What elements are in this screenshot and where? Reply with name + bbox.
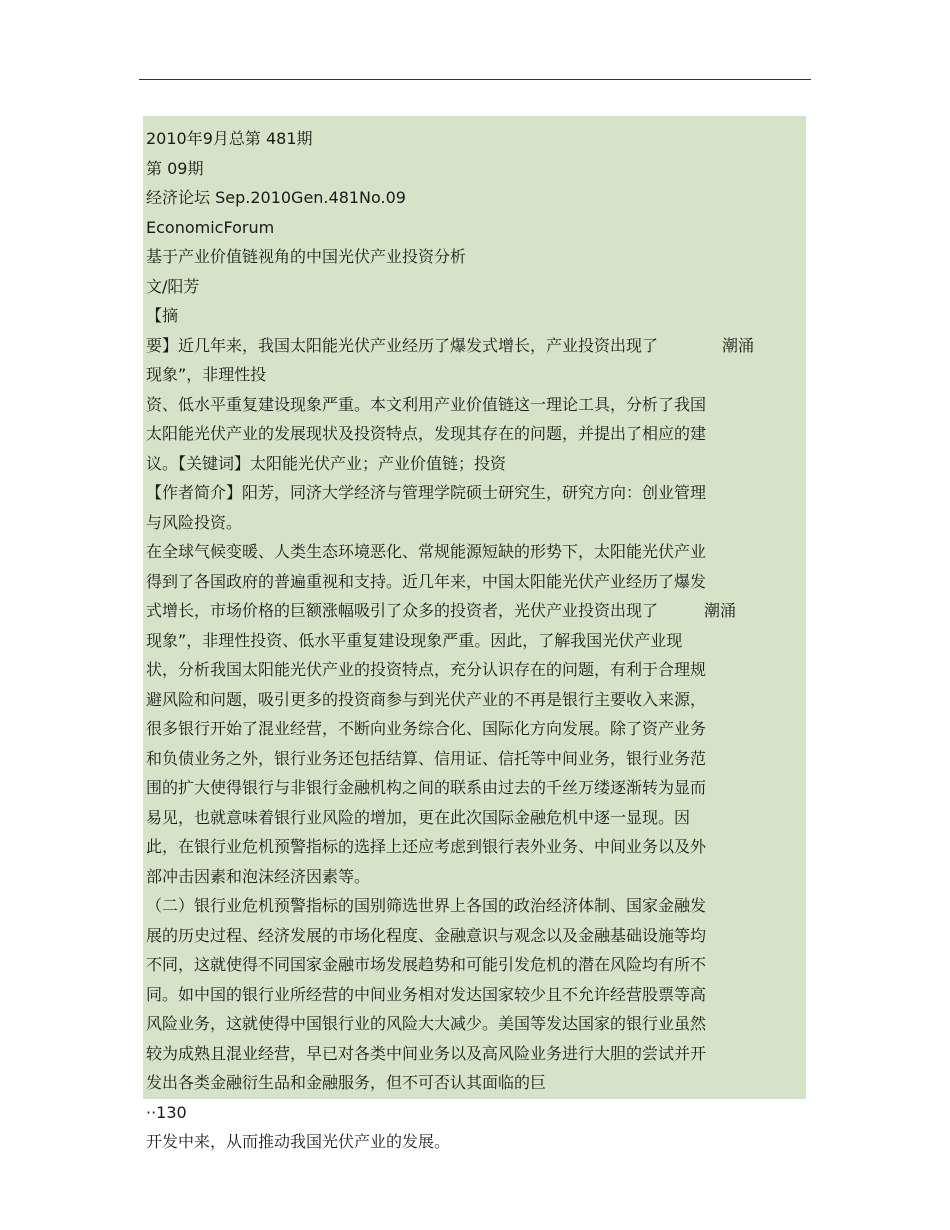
body-line: 和负债业务之外，银行业务还包括结算、信用证、信托等中间业务，银行业务范	[146, 748, 707, 768]
body-line: 易见，也就意味着银行业风险的增加，更在此次国际金融危机中逐一显现。因	[146, 807, 691, 827]
issue-number: 第 09期	[146, 158, 204, 178]
author-intro: 与风险投资。	[146, 512, 243, 532]
body-line	[146, 596, 806, 626]
journal-name: 经济论坛 Sep.2010Gen.481No.09	[146, 188, 406, 207]
body-text: 式增长，市场价格的巨额涨幅吸引了众多的投资者，光伏产业投资出现了	[146, 601, 659, 620]
abstract-text: 潮涌	[722, 335, 755, 355]
closing-line: 开发中来，从而推动我国光伏产业的发展。	[146, 1132, 451, 1151]
body-line: 状，分析我国太阳能光伏产业的投资特点，充分认识存在的问题，有利于合理规	[146, 660, 707, 679]
page-number: ··130	[146, 1102, 187, 1122]
abstract-text: 要】近几年来，我国太阳能光伏产业经历了爆发式增长，产业投资出现了	[146, 335, 659, 355]
journal-name-en: EconomicForum	[146, 217, 275, 237]
body-line: 在全球气候变暖、人类生态环境恶化、常规能源短缺的形势下，太阳能光伏产业	[146, 542, 707, 561]
abstract-line	[146, 331, 806, 361]
abstract-line: 现象”，非理性投	[146, 365, 267, 384]
abstract-label: 【摘	[146, 306, 179, 325]
abstract-line: 太阳能光伏产业的发展现状及投资特点，发现其存在的问题，并提出了相应的建	[146, 424, 707, 443]
body-line: 部冲击因素和泡沫经济因素等。	[146, 866, 371, 886]
document-body	[143, 116, 806, 1151]
body-line: 很多银行开始了混业经营，不断向业务综合化、国际化方向发展。除了资产业务	[146, 719, 707, 738]
body-line: 得到了各国政府的普遍重视和支持。近几年来，中国太阳能光伏产业经历了爆发	[146, 571, 707, 591]
abstract-line: 资、低水平重复建设现象严重。本文利用产业价值链这一理论工具，分析了我国	[146, 394, 707, 414]
article-author: 文/阳芳	[146, 276, 200, 296]
body-line: 避风险和问题，吸引更多的投资商参与到光伏产业的不再是银行主要收入来源，	[146, 689, 707, 709]
article-title: 基于产业价值链视角的中国光伏产业投资分析	[146, 247, 467, 266]
body-text: 潮涌	[704, 601, 737, 620]
body-line: 此，在银行业危机预警指标的选择上还应考虑到银行表外业务、中间业务以及外	[146, 837, 707, 856]
abstract-keywords: 议。【关键词】太阳能光伏产业；产业价值链；投资	[146, 453, 507, 473]
body-line: 较为成熟且混业经营，早已对各类中间业务以及高风险业务进行大胆的尝试并开	[146, 1043, 707, 1063]
body-line: 现象”，非理性投资、低水平重复建设现象严重。因此，了解我国光伏产业现	[146, 630, 683, 650]
issue-total: 2010年9月总第 481期	[146, 129, 313, 148]
author-intro: 【作者简介】阳芳，同济大学经济与管理学院硕士研究生，研究方向：创业管理	[146, 483, 707, 502]
body-line: 风险业务，这就使得中国银行业的风险大大减少。美国等发达国家的银行业虽然	[146, 1014, 707, 1033]
body-line: 同。如中国的银行业所经营的中间业务相对发达国家较少且不允许经营股票等高	[146, 984, 707, 1004]
body-line: 展的历史过程、经济发展的市场化程度、金融意识与观念以及金融基础设施等均	[146, 925, 707, 945]
body-line: 不同，这就使得不同国家金融市场发展趋势和可能引发危机的潜在风险均有所不	[146, 955, 707, 974]
body-line: 围的扩大使得银行与非银行金融机构之间的联系由过去的千丝万缕逐渐转为显而	[146, 778, 707, 797]
header-rule	[139, 79, 811, 80]
body-line: （二）银行业危机预警指标的国别筛选世界上各国的政治经济体制、国家金融发	[146, 896, 707, 915]
body-line: 发出各类金融衍生品和金融服务，但不可否认其面临的巨	[146, 1073, 547, 1092]
